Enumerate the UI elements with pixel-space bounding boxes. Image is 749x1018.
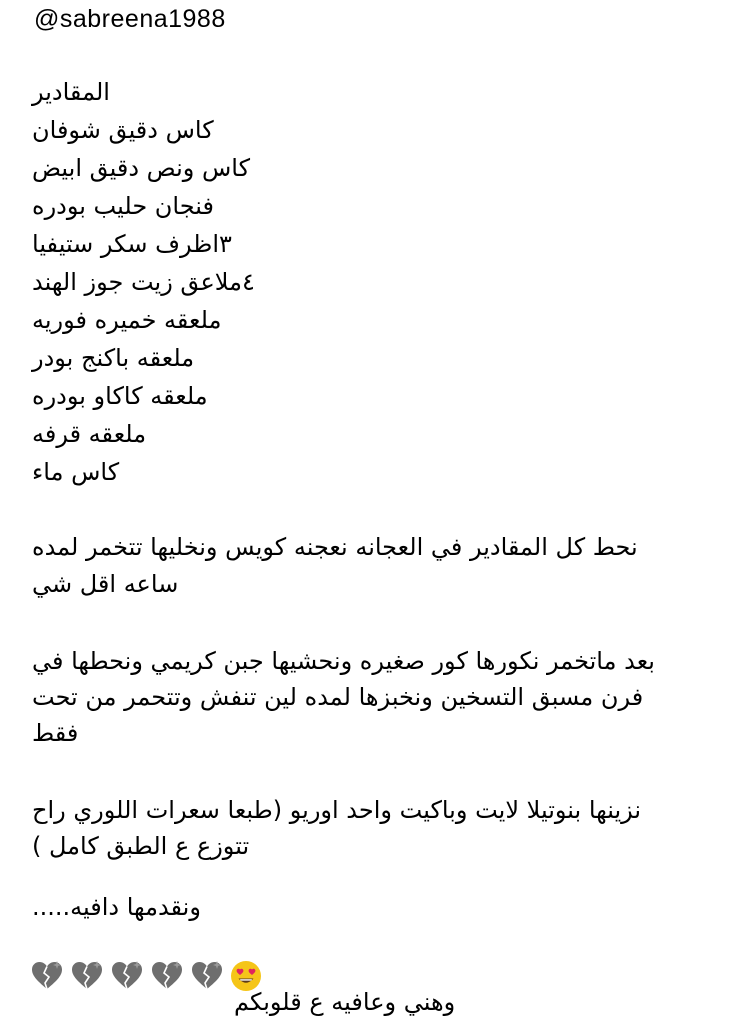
step-1-line-2: ساعه اقل شي: [32, 570, 179, 598]
ingredient-line: كاس ونص دقيق ابيض: [32, 154, 251, 182]
step-2-line-3: فقط: [32, 719, 79, 747]
ingredient-line: ملعقه كاكاو بودره: [32, 382, 208, 410]
ingredient-line: فنجان حليب بودره: [32, 192, 214, 220]
ingredient-line: ملعقه خميره فوريه: [32, 306, 222, 334]
ingredient-line: ٣اظرف سكر ستيفيا: [32, 230, 232, 258]
ingredients-title: المقادير: [32, 78, 110, 106]
author-handle[interactable]: @sabreena1988: [34, 5, 226, 33]
closing-line: وهني وعافيه ع قلوبكم: [234, 988, 456, 1016]
closing-emojis: [30, 956, 266, 996]
broken-sparkle-heart-icon: [110, 960, 144, 992]
broken-sparkle-heart-icon: [70, 960, 104, 992]
ingredient-line: كاس دقيق شوفان: [32, 116, 214, 144]
broken-sparkle-heart-icon: [190, 960, 224, 992]
broken-sparkle-heart-icon: [150, 960, 184, 992]
serve-line: ونقدمها دافيه.....: [32, 893, 201, 921]
ingredient-line: ملعقه قرفه: [32, 420, 147, 448]
ingredient-line: كاس ماء: [32, 458, 120, 486]
step-3-line-2: تتوزع ع الطبق كامل ): [32, 832, 250, 860]
ingredient-line: ملعقه باكنج بودر: [32, 344, 195, 372]
ingredient-line: ٤ملاعق زيت جوز الهند: [32, 268, 255, 296]
step-2-line-1: بعد ماتخمر نكورها كور صغيره ونحشيها جبن كريمي ونحطها في: [32, 647, 655, 675]
broken-sparkle-heart-icon: [30, 960, 64, 992]
step-1-line-1: نحط كل المقادير في العجانه نعجنه كويس ونخليها تتخمر لمده: [32, 533, 638, 561]
step-3-line-1: نزينها بنوتيلا لايت وباكيت واحد اوريو (طبعا سعرات اللوري راح: [32, 796, 642, 824]
step-2-line-2: فرن مسبق التسخين ونخبزها لمده لين تنفش وتتحمر من تحت: [32, 683, 644, 711]
